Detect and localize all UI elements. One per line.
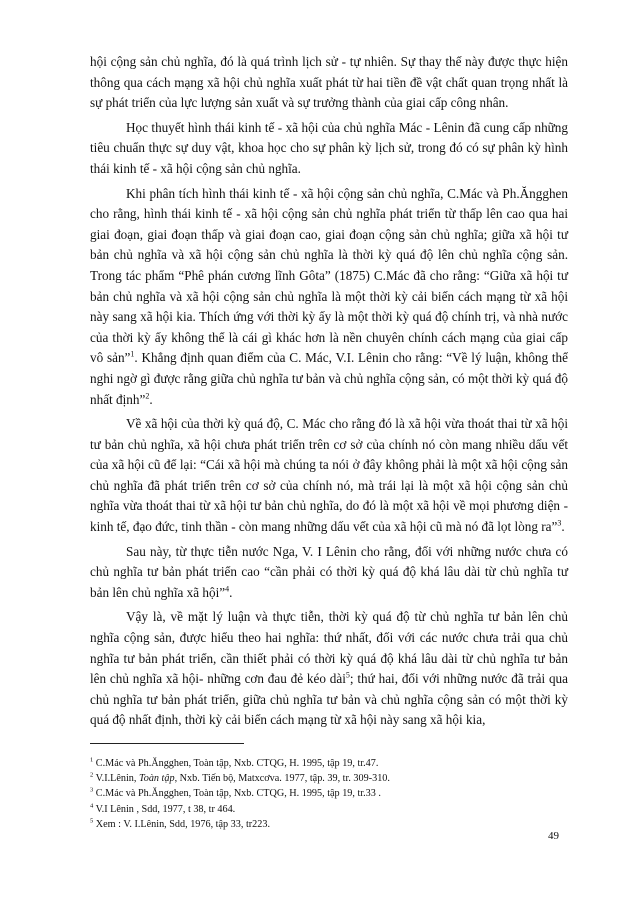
text-run: C.Mác và Ph.Ăngghen, Toàn tập, Nxb. CTQG, H. 1995, tập 19, tr.33 . <box>93 788 381 800</box>
footnote-divider <box>90 743 244 744</box>
footnote-ref: 1 <box>130 349 135 359</box>
footnote <box>90 817 568 832</box>
body-text <box>90 52 568 735</box>
footnote-number: 1 <box>90 756 94 764</box>
footnote <box>90 802 568 817</box>
text-run: Sau này, từ thực tiễn nước Nga, V. I Lênin cho rằng, đối với những nước chưa có chủ nghĩa tư bản phát triển cao “cần phải có thời kỳ quá độ khá lâu dài từ chủ nghĩa tư bản lên chủ nghĩa xã hội” <box>90 543 568 600</box>
text-run: , Nxb. Tiến bộ, Matxcơva. 1977, tập. 39, tr. 309-310. <box>174 773 390 785</box>
footnote <box>90 786 568 801</box>
text-run: C.Mác và Ph.Ăngghen, Toàn tập, Nxb. CTQG, H. 1995, tập 19, tr.47. <box>93 758 379 769</box>
text-run: Vậy là, về mặt lý luận và thực tiễn, thời kỳ quá độ từ chủ nghĩa tư bản lên chủ nghĩa cộng sản, được hiểu theo hai nghĩa: thứ nhất, đối với các nước chưa trải qua chủ nghĩa tư bản phát triển, cần thiết phải có thời kỳ quá độ khá lâu dài từ chủ nghĩa tư bản lên chủ nghĩa xã hội- những cơn đau đẻ kéo dài <box>90 609 568 687</box>
text-run: Xem : V. I.Lênin, Sdd, 1976, tập 33, tr223. <box>93 818 271 830</box>
footnote-ref: 5 <box>345 670 350 680</box>
paragraph <box>90 414 568 538</box>
paragraph <box>90 607 568 731</box>
text-run: Về xã hội của thời kỳ quá độ, C. Mác cho rằng đó là xã hội vừa thoát thai từ xã hội tư bản chủ nghĩa, xã hội chưa phát triển trên cơ sở của chính nó còn mang nhiều dấu vết của xã hội cũ để lại: “Cái xã hội mà chúng ta nói ở đây không phải là một xã hội cộng sản chủ nghĩa đã phát triển trên cơ sở của chính nó, mà trái lại là một xã hội cộng sản chủ nghĩa vừa thoát thai từ xã hội tư bản chủ nghĩa, do đó là một xã hội về mọi phương diện - kinh tế, đạo đức, tinh thần - còn mang những dấu vết của xã hội cũ mà nó đã lọt lòng ra” <box>90 416 568 535</box>
footnotes <box>90 756 568 832</box>
text-run: V.I.Lênin, <box>93 773 139 785</box>
text-run: V.I Lênin , Sdd, 1977, t 38, tr 464. <box>93 803 236 815</box>
text-run: hội cộng sản chủ nghĩa, đó là quá trình lịch sử - tự nhiên. Sự thay thế này được thực hiện thông qua cách mạng xã hội chủ nghĩa xuất phát từ hai tiền đề vật chất quan trọng nhất là sự phát triển của lực lượng sản xuất và sự trưởng thành của giai cấp công nhân. <box>90 54 568 111</box>
paragraph <box>90 118 568 180</box>
paragraph <box>90 184 568 411</box>
footnote-number: 4 <box>90 802 94 810</box>
italic-text: Toàn tập <box>139 773 175 785</box>
paragraph <box>90 542 568 604</box>
text-run: Khi phân tích hình thái kinh tế - xã hội cộng sản chủ nghĩa, C.Mác và Ph.Ăngghen cho rằng, hình thái kinh tế - xã hội cộng sản chủ nghĩa phát triển từ thấp lên cao qua hai giai đoạn, giai đoạn thấp và giai đoạn cao, giai đoạn cộng sản chủ nghĩa; giữa xã hội tư bản chủ nghĩa và xã hội cộng sản chủ nghĩa là thời kỳ quá độ lên chủ nghĩa cộng sản. Trong tác phẩm “Phê phán cương lĩnh Gôta” (1875) C.Mác đã cho rằng: “Giữa xã hội tư bản chủ nghĩa và xã hội cộng sản chủ nghĩa là một thời kỳ cải biến cách mạng từ xã hội này sang xã hội kia. Thích ứng với thời kỳ ấy là một thời kỳ quá độ chính trị, và nhà nước của thời kỳ ấy không thể là cái gì khác hơn là nền chuyên chính cách mạng của giai cấp vô sản” <box>90 185 568 366</box>
footnote-ref: 4 <box>225 584 230 594</box>
text-run: . <box>229 584 233 600</box>
footnote-number: 3 <box>90 787 94 795</box>
text-run: ; thứ hai, đối với những nước đã trải qua chủ nghĩa tư bản phát triển, giữa chủ nghĩa tư bản và chủ nghĩa cộng sản có một thời kỳ quá độ nhất định, thời kỳ cải biến cách mạng từ xã hội này sang xã hội kia, <box>90 671 568 728</box>
text-run: Học thuyết hình thái kinh tế - xã hội của chủ nghĩa Mác - Lênin đã cung cấp những tiêu chuẩn thực sự duy vật, khoa học cho sự phân kỳ lịch sử, trong đó có sự phân kỳ hình thái kinh tế - xã hội cộng sản chủ nghĩa. <box>90 119 568 176</box>
footnote <box>90 756 568 771</box>
page-number: 49 <box>548 830 559 842</box>
text-run: . Khẳng định quan điểm của C. Mác, V.I. Lênin cho rằng: “Về lý luận, không thể nghi ngờ gì được rằng giữa chủ nghĩa tư bản và chủ nghĩa cộng sản, có một thời kỳ quá độ nhất định” <box>90 350 568 407</box>
text-run: . <box>561 519 565 535</box>
footnote-number: 2 <box>90 771 94 779</box>
footnote-ref: 3 <box>557 518 562 528</box>
footnote <box>90 771 568 786</box>
paragraph <box>90 52 568 114</box>
footnote-ref: 2 <box>145 391 150 401</box>
footnote-number: 5 <box>90 817 94 825</box>
text-run: . <box>149 391 153 407</box>
